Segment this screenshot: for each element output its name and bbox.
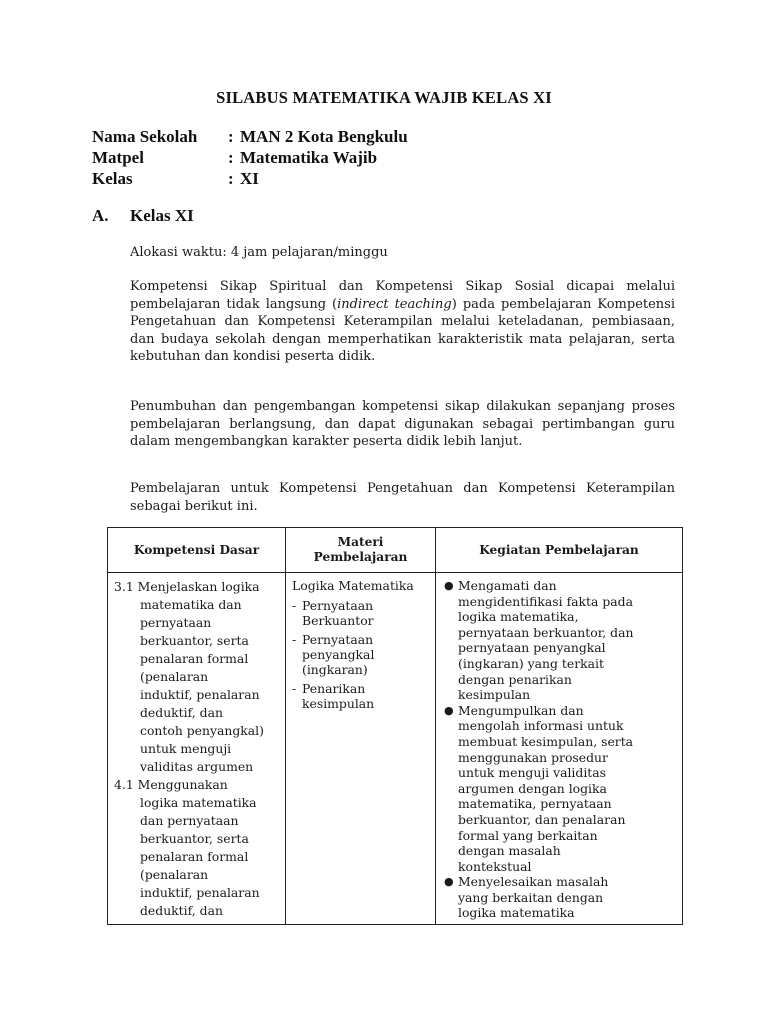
- info-colon: :: [228, 148, 234, 167]
- kd-line: untuk menguji: [140, 741, 232, 756]
- kd-number-line: 3.1 Menjelaskan logika: [114, 579, 260, 594]
- list-item: [292, 681, 429, 711]
- kegiatan-text: Mengumpulkan dan mengolah informasi untuk membuat kesimpulan, serta menggunakan prosedur untuk menguji validitas argumen dengan logika matematika, pernyataan berkuantor, dan penalaran formal yang berkaitan dengan masalah kontekstual: [458, 702, 634, 874]
- info-value: XI: [240, 169, 259, 188]
- kd-line: deduktif, dan: [140, 903, 223, 918]
- materi-line: (ingkaran): [302, 662, 368, 677]
- kd-line: induktif, penalaran: [140, 687, 260, 702]
- bullet-icon: ●: [444, 875, 454, 889]
- info-colon: :: [228, 169, 234, 188]
- list-item: [292, 632, 429, 677]
- info-value: MAN 2 Kota Bengkulu: [240, 127, 408, 146]
- info-label: Nama Sekolah: [92, 127, 198, 146]
- kd-line: pernyataan: [140, 615, 212, 630]
- kd-number-line: 4.1 Menggunakan: [114, 777, 228, 792]
- kd-line: deduktif, dan: [140, 705, 223, 720]
- kegiatan-text: Menyelesaikan masalah yang berkaitan dengan logika matematika: [458, 874, 609, 921]
- dash-icon: -: [292, 632, 297, 647]
- kd-line: contoh penyangkal): [140, 723, 264, 738]
- materi-line: penyangkal: [302, 647, 375, 662]
- kd-line: induktif, penalaran: [140, 885, 260, 900]
- info-row-school: [92, 126, 408, 147]
- cell-kegiatan: [436, 573, 683, 925]
- info-colon: :: [228, 127, 234, 146]
- paragraph-text: ) pada pembelajaran Kompetensi Pengetahuan dan Kompetensi Keterampilan melalui keteladanan, pembiasaan, dan budaya sekolah dengan memperhatikan karakteristik mata pelajaran, serta kebutuhan dan kondisi peserta didik.: [130, 296, 676, 364]
- paragraph-sikap: [130, 278, 675, 366]
- kd-line: validitas argumen: [140, 759, 254, 774]
- kd-line: (penalaran: [140, 867, 209, 882]
- paragraph-penumbuhan: Penumbuhan dan pengembangan kompetensi sikap dilakukan sepanjang proses pembelajaran berlangsung, dan dapat digunakan sebagai pertimbangan guru dalam mengembangkan karakter peserta didik lebih lanjut.: [130, 399, 675, 449]
- kd-line: berkuantor, serta: [140, 831, 249, 846]
- dash-icon: -: [292, 681, 297, 696]
- list-item-text: [302, 681, 374, 711]
- kd-line: logika matematika: [140, 795, 257, 810]
- materi-line: kesimpulan: [302, 696, 375, 711]
- bullet-icon: ●: [444, 703, 454, 717]
- materi-line: Berkuantor: [302, 613, 374, 628]
- materi-title: Logika Matematika: [292, 578, 414, 593]
- paragraph-italic: indirect teaching: [337, 296, 452, 312]
- section-letter: A.: [92, 206, 109, 225]
- section-title: Kelas XI: [130, 206, 194, 225]
- header-kegiatan: Kegiatan Pembelajaran: [436, 528, 683, 573]
- kd-line: (penalaran: [140, 669, 209, 684]
- kd-line: dan pernyataan: [140, 813, 239, 828]
- kd-line: matematika dan: [140, 597, 242, 612]
- dash-icon: -: [292, 598, 297, 613]
- table-row: [108, 573, 683, 925]
- table-header-row: [108, 528, 683, 573]
- list-item-text: [302, 632, 374, 677]
- kd-line: penalaran formal: [140, 849, 249, 864]
- list-item: [292, 598, 429, 628]
- syllabus-table: [107, 527, 683, 925]
- kd-line: penalaran formal: [140, 651, 249, 666]
- section-heading: [92, 206, 194, 226]
- info-value: Matematika Wajib: [240, 148, 378, 167]
- materi-line: Pernyataan: [302, 598, 374, 613]
- materi-list: [292, 598, 429, 711]
- kegiatan-text: Mengamati dan mengidentifikasi fakta pada logika matematika, pernyataan berkuantor, dan pernyataan penyangkal (ingkaran) yang terkait dengan penarikan kesimpulan: [458, 578, 634, 703]
- alokasi-text: Alokasi waktu: 4 jam pelajaran/minggu: [130, 245, 388, 260]
- materi-line: Pernyataan: [302, 632, 374, 647]
- info-label: Kelas: [92, 169, 133, 188]
- list-item: [442, 703, 676, 875]
- kd-line: berkuantor, serta: [140, 633, 249, 648]
- kd-item-3-1: [114, 578, 279, 776]
- kd-item-4-1: [114, 776, 279, 920]
- bullet-icon: ●: [444, 579, 454, 592]
- header-kompetensi-dasar: Kompetensi Dasar: [108, 528, 286, 573]
- info-row-class: [92, 168, 408, 189]
- paragraph-pembelajaran: Pembelajaran untuk Kompetensi Pengetahuan dan Kompetensi Keterampilan sebagai berikut ini.: [130, 481, 675, 514]
- materi-line: Penarikan: [302, 681, 366, 696]
- info-label: Matpel: [92, 148, 144, 167]
- info-row-subject: [92, 147, 408, 168]
- list-item: [442, 874, 676, 921]
- paragraph-text: Kompetensi Sikap Spiritual dan Kompetensi Sikap Sosial dicapai melalui pembelajaran tidak langsung (: [130, 279, 675, 312]
- kegiatan-list: [442, 578, 676, 921]
- cell-materi: [286, 573, 436, 925]
- list-item-text: [302, 598, 374, 628]
- header-materi: Materi Pembelajaran: [286, 528, 436, 573]
- school-info: [92, 126, 408, 189]
- list-item: [442, 578, 676, 703]
- document-title: SILABUS MATEMATIKA WAJIB KELAS XI: [216, 88, 552, 107]
- cell-kompetensi-dasar: [108, 573, 286, 925]
